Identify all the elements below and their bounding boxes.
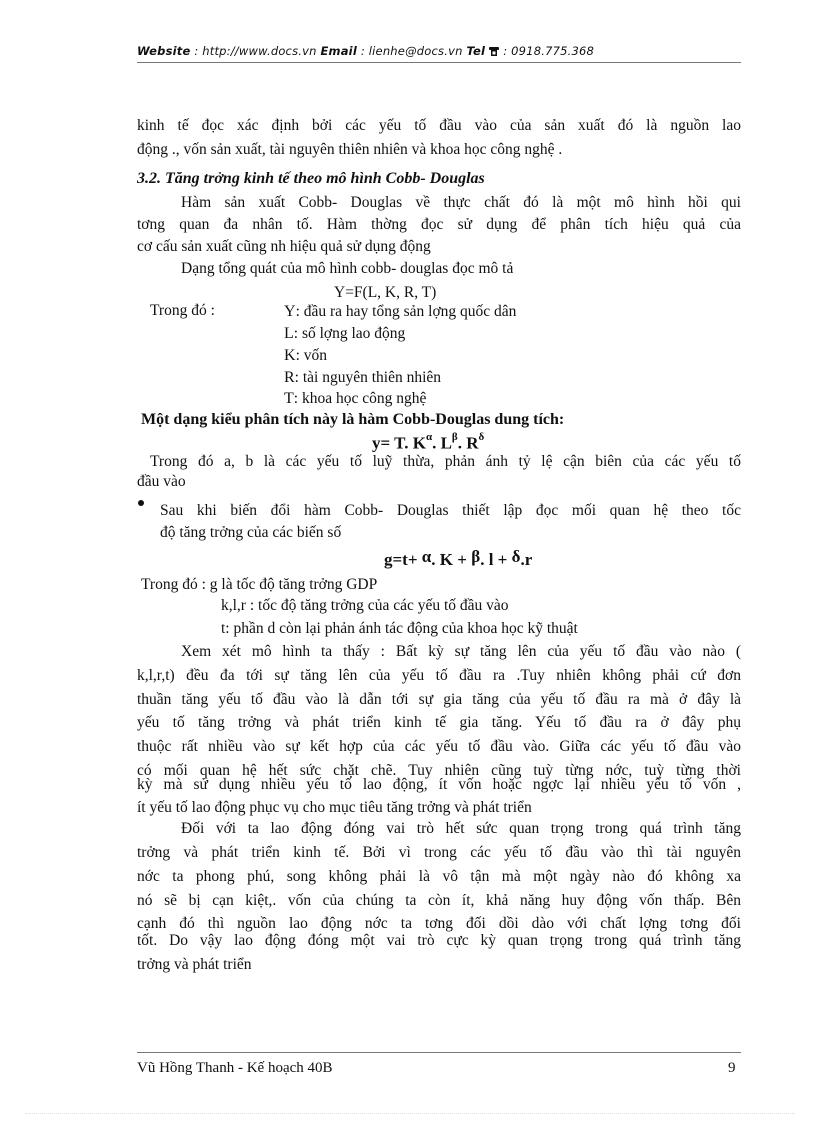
formula-growth: g=t+ α. K + β. l + δ.r	[384, 547, 533, 569]
p5-line-4: yếu tố tăng trởng và phát triển kinh tế gia tăng. Yếu tố đầu ra ở đây phụ	[137, 714, 741, 731]
p1-line-1: kinh tế đọc xác định bởi các yếu tố đầu vào của sản xuất đó là nguồn lao	[137, 117, 741, 134]
p4-line-1: Trong đó a, b là các yếu tố luỹ thừa, phản ánh tỷ lệ cận biên của các yếu tố	[150, 453, 741, 470]
p2-line-2: tơng quan đa nhân tố. Hàm thờng đọc sử dụng để phân tích hiệu quả của	[137, 216, 741, 233]
page-header	[137, 44, 741, 58]
website-label: Website	[137, 44, 191, 58]
p6-line-6: tốt. Do vậy lao động đóng một vai trò cực kỳ quan trọng trong quá trình tăng	[137, 932, 741, 949]
bullet-dot	[138, 500, 144, 506]
p5-line-1: Xem xét mô hình ta thấy : Bất kỳ sự tăng lên của yếu tố đầu vào nào (	[181, 643, 741, 660]
bullet-line-1: Sau khi biến đổi hàm Cobb- Douglas thiết lập đọc mối quan hệ theo tốc	[160, 502, 741, 519]
p2-line-1: Hàm sản xuất Cobb- Douglas về thực chất đó là một mô hình hồi qui	[181, 194, 741, 211]
where2-line-1: Trong đó : g là tốc độ tăng trởng GDP	[141, 576, 378, 593]
p3-line: Dạng tổng quát của mô hình cobb- douglas đọc mô tả	[181, 260, 514, 277]
tel-label: Tel	[466, 44, 490, 58]
p5-line-6: có mối quan hệ hết sức chặt chẽ. Tuy nhiên cũng tuỳ từng nớc, tuỳ từng thời	[137, 762, 741, 779]
definition-l: L: số lợng lao động	[284, 325, 406, 342]
header-rule	[137, 62, 741, 63]
p1-line-2: động ., vốn sản xuất, tài nguyên thiên nhiên và khoa học công nghệ .	[137, 141, 563, 158]
email-label: Email	[320, 44, 357, 58]
p5-line-2: k,l,r,t) đều đa tới sự tăng lên của yếu tố đầu ra .Tuy nhiên không phải cứ đơn	[137, 667, 741, 684]
p5-line-8: ít yếu tố lao động phục vụ cho mục tiêu tăng trởng và phát triển	[137, 799, 532, 816]
definition-t: T: khoa học công nghệ	[284, 390, 427, 407]
where-label: Trong đó :	[150, 302, 215, 319]
p6-line-1: Đối với ta lao động đóng vai trò hết sức quan trọng trong quá trình tăng	[181, 820, 741, 837]
p5-line-5: thuộc rất nhiều vào sự kết hợp của các yếu tố đầu vào. Giữa các yếu tố đầu vào	[137, 738, 741, 755]
p5-line-3: thuần tăng yếu tố đầu vào là dẫn tới sự gia tăng của yếu tố đầu ra mà ở đây là	[137, 691, 741, 708]
definition-k: K: vốn	[284, 347, 327, 364]
p2-line-3: cơ cấu sản xuất cũng nh hiệu quả sử dụng động	[137, 238, 431, 255]
p5-line-7: kỳ mà sử dụng nhiều yếu tố lao động, ít vốn hoặc ngợc lại nhiều yếu tố vốn ,	[137, 776, 741, 793]
p6-line-7: trởng và phát triển	[137, 956, 252, 973]
formula-cobb-douglas: y= T. $K^\alpha$. $L^\beta$. $R^\delta$	[372, 431, 485, 453]
definition-r: R: tài nguyên thiên nhiên	[284, 369, 442, 386]
where2-line-3: t: phần d còn lại phản ánh tác động của khoa học kỹ thuật	[221, 620, 578, 637]
p6-line-2: trởng và phát triển kinh tế. Bởi vì trong các yếu tố đầu vào thì tài nguyên	[137, 844, 741, 861]
page-number: 9	[728, 1060, 736, 1076]
p6-line-3: nớc ta phong phú, song không phải là vô tận mà một ngày nào đó không xa	[137, 868, 741, 885]
footer-rule	[137, 1052, 741, 1053]
p6-line-4: nó sẽ bị cạn kiệt,. vốn của chúng ta còn ít, khả năng huy động vốn thấp. Bên	[137, 892, 741, 909]
formula-general: Y=F(L, K, R, T)	[334, 284, 437, 301]
email-value[interactable]: : lienhe@docs.vn	[356, 44, 467, 58]
footer-author: Vũ Hồng Thanh - Kế hoạch 40B	[137, 1060, 333, 1076]
p4-line-2: đầu vào	[137, 473, 186, 490]
cobb-douglas-intro: Một dạng kiểu phân tích này là hàm Cobb-Douglas dung tích:	[141, 411, 565, 428]
bullet-line-2: độ tăng trởng của các biến số	[160, 524, 342, 541]
website-value[interactable]: : http://www.docs.vn	[190, 44, 321, 58]
p6-line-5: cạnh đó thì nguồn lao động nớc ta tơng đối dồi dào với chất lợng tơng đối	[137, 915, 741, 932]
tel-value: : 0918.775.368	[499, 44, 595, 58]
section-heading: 3.2. Tăng trởng kinh tế theo mô hình Cobb- Douglas	[137, 170, 485, 187]
where2-line-2: k,l,r : tốc độ tăng trởng của các yếu tố đầu vào	[221, 597, 509, 614]
page-bottom-dots	[25, 1113, 795, 1114]
definition-y: Y: đầu ra hay tổng sản lợng quốc dân	[284, 303, 517, 320]
phone-icon	[489, 44, 499, 58]
